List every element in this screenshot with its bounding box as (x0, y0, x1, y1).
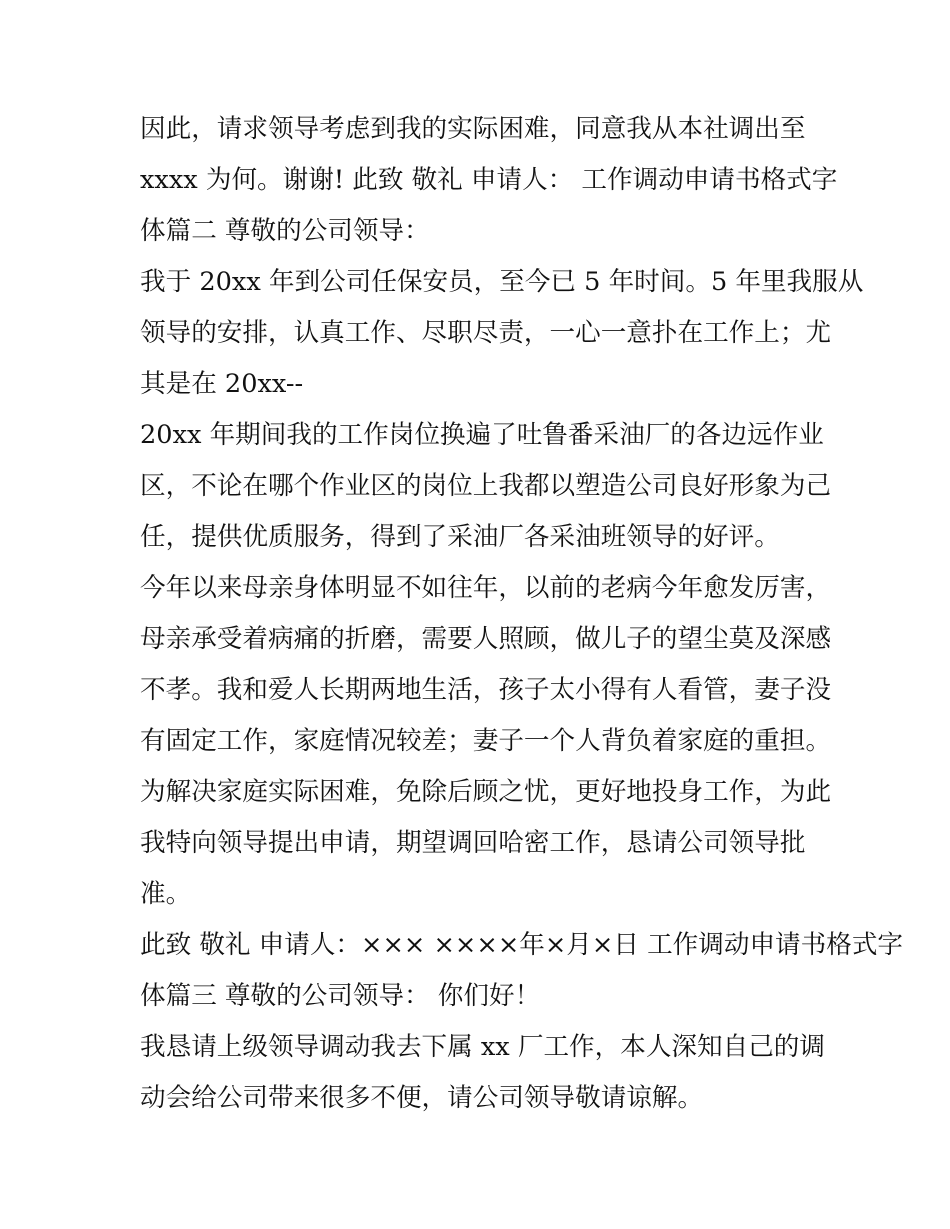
text-line: 我于 20xx 年到公司任保安员，至今已 5 年时间。5 年里我服从 (140, 267, 864, 297)
text-line: 因此，请求领导考虑到我的实际困难，同意我从本社调出至 (140, 114, 806, 144)
text-line: 今年以来母亲身体明显不如往年，以前的老病今年愈发厉害， (140, 573, 832, 603)
text-line: 有固定工作，家庭情况较差；妻子一个人背负着家庭的重担。 (140, 726, 832, 756)
paragraph (140, 257, 864, 410)
text-line: 其是在 20xx-- (140, 369, 304, 399)
text-line: 母亲承受着病痛的折磨，需要人照顾，做儿子的望尘莫及深感 (140, 624, 832, 654)
text-line: 我恳请上级领导调动我去下属 xx 厂工作，本人深知自己的调 (140, 1032, 825, 1062)
text-line: 我特向领导提出申请，期望调回哈密工作，恳请公司领导批 (140, 828, 806, 858)
paragraph (140, 410, 832, 563)
paragraph (140, 104, 838, 257)
text-line: 体篇二 尊敬的公司领导： (140, 216, 430, 246)
text-line: 准。 (140, 879, 192, 909)
paragraph (140, 563, 832, 920)
text-line: 区，不论在哪个作业区的岗位上我都以塑造公司良好形象为己 (140, 471, 832, 501)
paragraph (140, 920, 904, 1022)
text-line: 为解决家庭实际困难，免除后顾之忧，更好地投身工作，为此 (140, 777, 832, 807)
text-line: 任，提供优质服务，得到了采油厂各采油班领导的好评。 (140, 522, 780, 552)
text-line: 动会给公司带来很多不便，请公司领导敬请谅解。 (140, 1083, 704, 1113)
text-line: 体篇三 尊敬的公司领导： 你们好！ (140, 981, 541, 1011)
text-line: 领导的安排，认真工作、尽职尽责，一心一意扑在工作上；尤 (140, 318, 832, 348)
text-line: 20xx 年期间我的工作岗位换遍了吐鲁番采油厂的各边远作业 (140, 420, 824, 450)
paragraph (140, 1022, 825, 1124)
document-body (140, 104, 904, 1124)
text-line: 此致 敬礼 申请人：××× ××××年×月×日 工作调动申请书格式字 (140, 930, 904, 960)
text-line: 不孝。我和爱人长期两地生活，孩子太小得有人看管，妻子没 (140, 675, 832, 705)
text-line: xxxx 为何。谢谢! 此致 敬礼 申请人： 工作调动申请书格式字 (140, 165, 838, 195)
